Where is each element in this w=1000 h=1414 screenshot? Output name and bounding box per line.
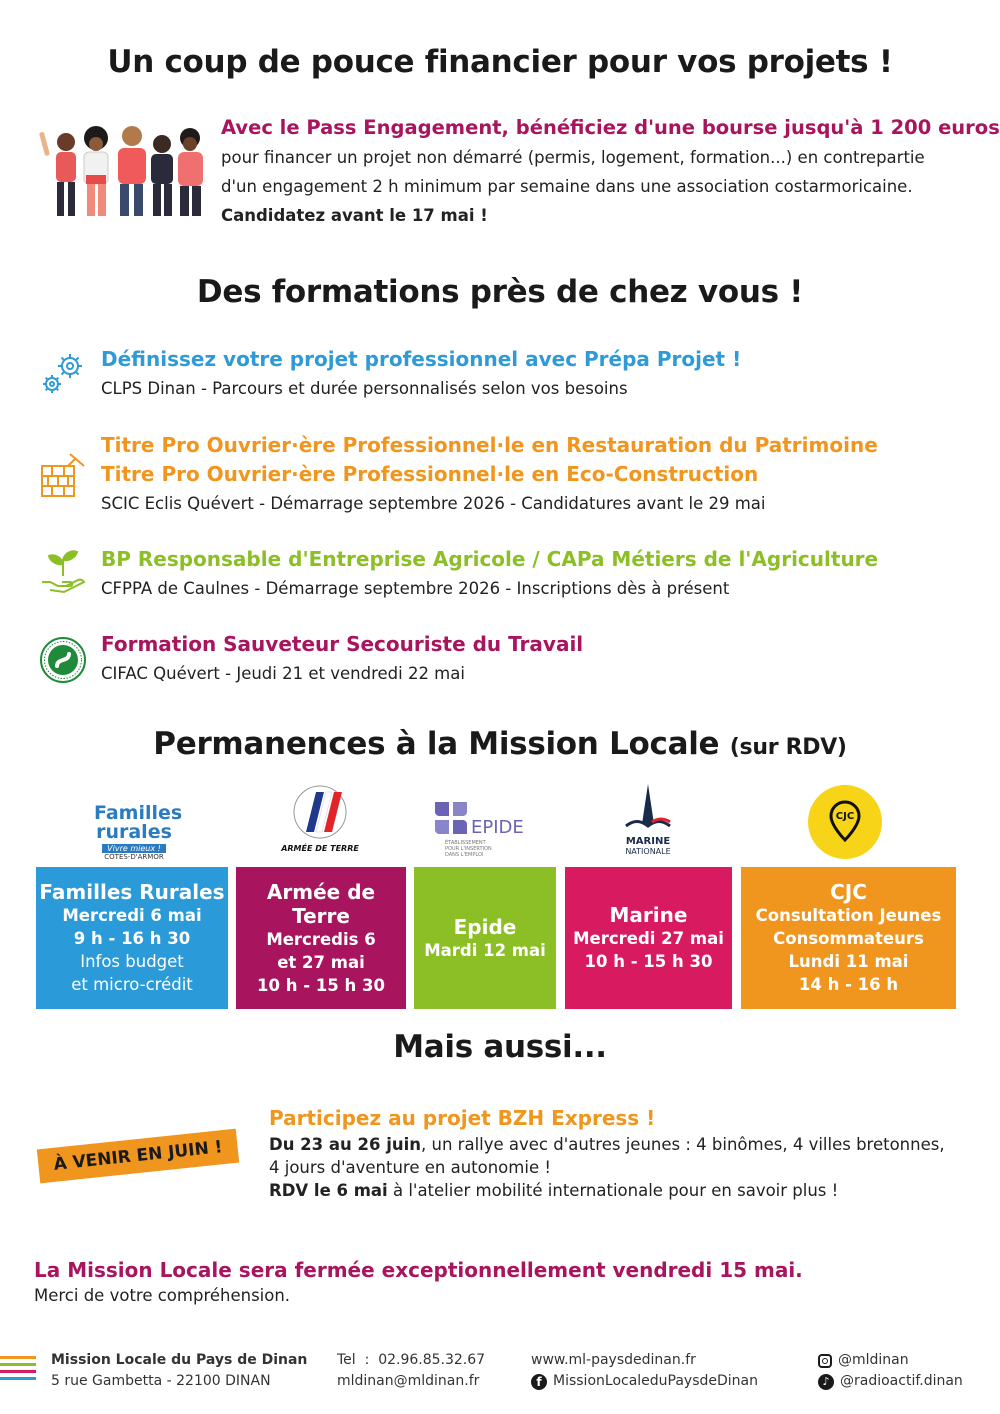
bzh-rdv: RDV le 6 mai [269, 1181, 388, 1200]
plant-hand-icon [40, 546, 86, 594]
permanence-line: et 27 mai [277, 952, 365, 972]
pass-line2: d'un engagement 2 h minimum par semaine dans une association costarmoricaine. [221, 177, 913, 196]
pass-line1: pour financer un projet non démarré (permis, logement, formation...) en contrepartie [221, 148, 925, 167]
permanence-line: Mardi 12 mai [424, 940, 546, 960]
permanence-line: Consultation Jeunes [755, 906, 942, 925]
bzh-dates: Du 23 au 26 juin [269, 1135, 422, 1154]
construction-icon [40, 452, 86, 498]
training-2-title-1: Titre Pro Ouvrier·ère Professionnel·le en Restauration du Patrimoine [101, 433, 878, 457]
logo-marine-line1: MARINE [625, 836, 671, 847]
footer-org: Mission Locale du Pays de Dinan [51, 1352, 308, 1368]
footer-email[interactable]: mldinan@mldinan.fr [337, 1373, 480, 1389]
marine-nationale-logo [616, 782, 680, 862]
epide-logo [433, 800, 543, 864]
familles-rurales-logo [94, 782, 183, 862]
footer-website[interactable]: www.ml-paysdedinan.fr [531, 1352, 696, 1368]
training-3-sub: CFPPA de Caulnes - Démarrage septembre 2026 - Inscriptions dès à présent [101, 579, 730, 598]
footer-tiktok[interactable]: @radioactif.dinan [840, 1373, 963, 1389]
bzh-paragraph-3 [269, 1179, 984, 1202]
permanences-note: (sur RDV) [729, 735, 847, 760]
permanence-line: 10 h - 15 h 30 [584, 952, 713, 971]
training-4-sub: CIFAC Quévert - Jeudi 21 et vendredi 22 mai [101, 664, 465, 683]
heading-trainings: Des formations près de chez vous ! [196, 274, 804, 310]
facebook-icon: f [531, 1374, 547, 1390]
heading-permanences [0, 726, 1000, 762]
logo-familles-line2: rurales [96, 821, 172, 843]
permanence-cjc [741, 867, 956, 1009]
permanence-epide [414, 867, 556, 1009]
logo-familles-tag: Vivre mieux ! [102, 844, 166, 853]
bzh-title: Participez au projet BZH Express ! [269, 1106, 656, 1130]
upcoming-badge-text: À VENIR EN JUIN ! [52, 1137, 224, 1175]
instagram-icon [818, 1354, 832, 1368]
tiktok-icon: ♪ [818, 1374, 834, 1390]
closure-title: La Mission Locale sera fermée exceptionnellement vendredi 15 mai. [34, 1258, 803, 1282]
bzh-rally-text: , un rallye avec d'autres jeunes : 4 binômes, 4 villes bretonnes, [421, 1135, 945, 1154]
permanence-name: Armée de Terre [266, 879, 376, 928]
footer-instagram[interactable]: @mldinan [838, 1352, 909, 1368]
pass-lead: Avec le Pass Engagement, bénéficiez d'une bourse jusqu'à 1 200 euros [221, 116, 1000, 139]
upcoming-badge [37, 1129, 239, 1184]
permanence-name: CJC [830, 880, 867, 904]
pass-deadline: Candidatez avant le 17 mai ! [221, 206, 488, 225]
heading-financing: Un coup de pouce financier pour vos projets ! [107, 44, 893, 80]
logo-epide-sub2: POUR L'INSERTION [445, 846, 492, 852]
logo-cjc-text: CJC [835, 811, 855, 822]
permanence-line: Mercredi 27 mai [573, 929, 724, 948]
permanence-armee-de-terre [236, 867, 406, 1009]
permanence-name: Familles Rurales [39, 880, 225, 904]
permanence-line: 9 h - 16 h 30 [73, 929, 191, 948]
armee-de-terre-logo [270, 784, 370, 854]
footer-facebook[interactable]: MissionLocaleduPaysdeDinan [553, 1373, 759, 1389]
logo-epide-sub3: DANS L'EMPLOI [445, 852, 484, 858]
people-illustration [36, 120, 206, 220]
logo-epide-name: EPIDE [471, 817, 524, 838]
permanence-name: Marine [609, 903, 688, 927]
training-4-title: Formation Sauveteur Secouriste du Travail [101, 632, 584, 656]
footer-stripes [0, 1356, 36, 1380]
heading-also: Mais aussi... [393, 1029, 607, 1065]
permanence-line: Mercredis 6 [266, 929, 376, 949]
closure-thanks: Merci de votre compréhension. [34, 1286, 291, 1305]
permanence-marine [565, 867, 732, 1009]
permanence-line: 10 h - 15 h 30 [257, 975, 385, 995]
permanence-info: Infos budget [80, 952, 184, 971]
bzh-paragraph-1 [269, 1133, 984, 1156]
training-2-title-2: Titre Pro Ouvrier·ère Professionnel·le en Eco-Construction [101, 462, 759, 486]
footer-tel[interactable]: Tel : 02.96.85.32.67 [337, 1352, 486, 1368]
logo-epide-sub1: ÉTABLISSEMENT [445, 840, 486, 846]
permanence-line: Consommateurs [773, 929, 924, 948]
cjc-logo [807, 784, 883, 860]
training-1-title: Définissez votre projet professionnel avec Prépa Projet ! [101, 347, 742, 371]
permanence-line: Mercredi 6 mai [62, 906, 202, 925]
training-2-sub: SCIC Eclis Quévert - Démarrage septembre 2026 - Candidatures avant le 29 mai [101, 494, 766, 513]
permanence-name: Epide [453, 914, 517, 939]
permanence-line: 14 h - 16 h [798, 975, 899, 994]
first-aid-badge-icon [40, 637, 86, 683]
permanence-familles-rurales [36, 867, 228, 1009]
bzh-paragraph-2: 4 jours d'aventure en autonomie ! [269, 1158, 551, 1177]
training-3-title: BP Responsable d'Entreprise Agricole / CAPa Métiers de l'Agriculture [101, 547, 879, 571]
bzh-rdv-text: à l'atelier mobilité internationale pour en savoir plus ! [387, 1181, 839, 1200]
gears-icon [38, 350, 88, 398]
logo-familles-region: CÔTES-D'ARMOR [104, 853, 164, 861]
logo-armee-text: ARMÉE DE TERRE [281, 844, 359, 853]
permanence-line: Lundi 11 mai [788, 952, 909, 971]
training-1-sub: CLPS Dinan - Parcours et durée personnalisés selon vos besoins [101, 379, 628, 398]
logo-marine-line2: NATIONALE [625, 847, 671, 856]
permanence-info: et micro-crédit [71, 975, 193, 994]
permanences-title: Permanences à la Mission Locale [153, 726, 720, 762]
footer-address: 5 rue Gambetta - 22100 DINAN [51, 1373, 271, 1389]
logo-familles-line1: Familles [94, 802, 183, 824]
